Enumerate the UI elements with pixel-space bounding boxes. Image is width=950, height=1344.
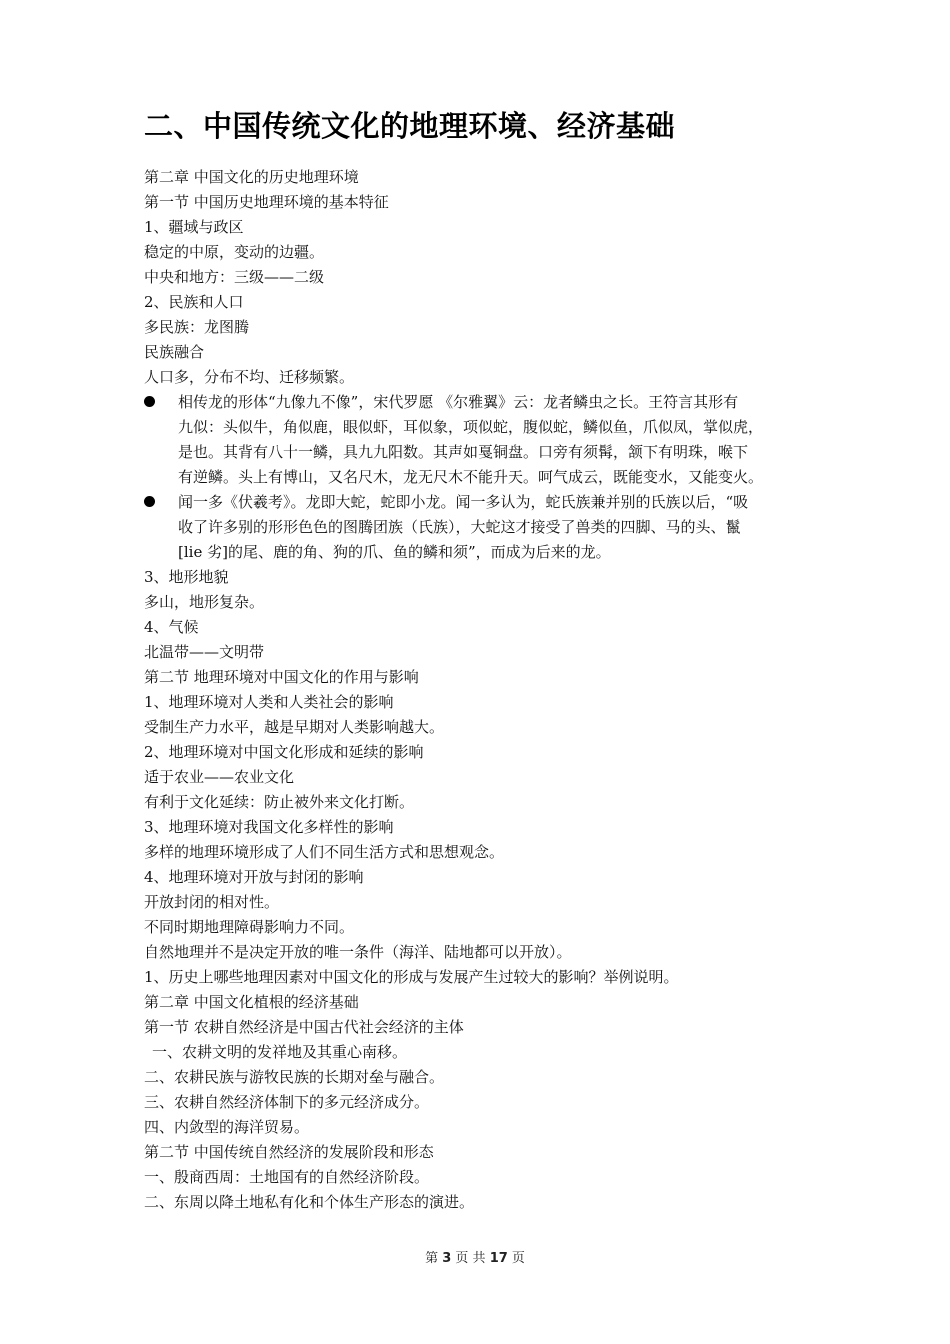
- text-line: 1、疆域与政区: [144, 218, 244, 236]
- bullet-text-line: 收了许多别的形形色色的图腾团族（氏族），大蛇这才接受了兽类的四脚、马的头、鬣: [178, 518, 741, 536]
- text-line: 4、气候: [144, 618, 199, 636]
- bullet-text-line: 有逆鳞。头上有博山，又名尺木，龙无尺木不能升天。呵气成云，既能变水，又能变火。: [178, 468, 764, 486]
- text-line: 人口多，分布不均、迁移频繁。: [144, 368, 355, 386]
- page-title: 二、中国传统文化的地理环境、经济基础: [144, 109, 676, 143]
- footer-middle: 页 共: [455, 1251, 486, 1266]
- bullet-list: [144, 390, 814, 565]
- text-line: 二、东周以降土地私有化和个体生产形态的演进。: [144, 1193, 475, 1211]
- text-line: 稳定的中原，变动的边疆。: [144, 243, 325, 261]
- bullet-dot-icon: [144, 496, 155, 507]
- page-footer: [0, 1249, 950, 1269]
- text-line: 4、地理环境对开放与封闭的影响: [144, 868, 364, 886]
- text-line: 一、殷商西周：土地国有的自然经济阶段。: [144, 1168, 430, 1186]
- text-line: 不同时期地理障碍影响力不同。: [144, 918, 355, 936]
- text-line: 1、地理环境对人类和人类社会的影响: [144, 693, 394, 711]
- bullet-item: [144, 390, 814, 490]
- text-line: 北温带——文明带: [144, 643, 265, 661]
- bullet-text-line: [lie 劣]的尾、鹿的角、狗的爪、鱼的鳞和须”，而成为后来的龙。: [178, 543, 611, 561]
- text-line: 2、地理环境对中国文化形成和延续的影响: [144, 743, 424, 761]
- text-line: 适于农业——农业文化: [144, 768, 295, 786]
- footer-prefix: 第: [425, 1251, 439, 1266]
- text-line: 多样的地理环境形成了人们不同生活方式和思想观念。: [144, 843, 505, 861]
- text-line: 第二节 中国传统自然经济的发展阶段和形态: [144, 1143, 434, 1161]
- text-line: 第二章 中国文化植根的经济基础: [144, 993, 359, 1011]
- text-line: 第二章 中国文化的历史地理环境: [144, 168, 359, 186]
- text-line: 有利于文化延续：防止被外来文化打断。: [144, 793, 415, 811]
- bullet-item: [144, 490, 814, 565]
- bullet-text-line: 九似：头似牛，角似鹿，眼似虾，耳似象，项似蛇，腹似蛇，鳞似鱼，爪似凤，掌似虎，: [178, 418, 764, 436]
- text-block-geography-intro: [144, 165, 814, 390]
- bullet-text-line: 相传龙的形体“九像九不像”，宋代罗愿 《尔雅翼》云：龙者鳞虫之长。王符言其形有: [178, 393, 739, 411]
- bullet-text-line: 是也。其背有八十一鳞，具九九阳数。其声如戛铜盘。口旁有须髯，颔下有明珠，喉下: [178, 443, 749, 461]
- document-body: [144, 165, 814, 1215]
- bullet-text-line: 闻一多《伏羲考》。龙即大蛇，蛇即小龙。闻一多认为，蛇氏族兼并别的氏族以后，“吸: [178, 493, 749, 511]
- footer-total-pages: 17: [489, 1251, 508, 1266]
- text-line: 1、历史上哪些地理因素对中国文化的形成与发展产生过较大的影响？举例说明。: [144, 968, 679, 986]
- text-line: 一、农耕文明的发祥地及其重心南移。: [152, 1043, 408, 1061]
- text-line: 3、地形地貌: [144, 568, 229, 586]
- text-line: 多山，地形复杂。: [144, 593, 265, 611]
- text-line: 受制生产力水平，越是早期对人类影响越大。: [144, 718, 445, 736]
- text-line: 民族融合: [144, 343, 205, 361]
- text-line: 二、农耕民族与游牧民族的长期对垒与融合。: [144, 1068, 445, 1086]
- text-block-geography-economy: [144, 565, 814, 1215]
- text-line: 第二节 地理环境对中国文化的作用与影响: [144, 668, 419, 686]
- text-line: 三、农耕自然经济体制下的多元经济成分。: [144, 1093, 430, 1111]
- text-line: 第一节 农耕自然经济是中国古代社会经济的主体: [144, 1018, 464, 1036]
- bullet-dot-icon: [144, 396, 155, 407]
- footer-page-number: 3: [442, 1251, 452, 1266]
- text-line: 四、内敛型的海洋贸易。: [144, 1118, 310, 1136]
- text-line: 开放封闭的相对性。: [144, 893, 280, 911]
- text-line: 3、地理环境对我国文化多样性的影响: [144, 818, 394, 836]
- footer-suffix: 页: [511, 1251, 525, 1266]
- text-line: 2、民族和人口: [144, 293, 244, 311]
- text-line: 第一节 中国历史地理环境的基本特征: [144, 193, 389, 211]
- text-line: 多民族：龙图腾: [144, 318, 250, 336]
- text-line: 自然地理并不是决定开放的唯一条件（海洋、陆地都可以开放）。: [144, 943, 572, 961]
- text-line: 中央和地方：三级——二级: [144, 268, 325, 286]
